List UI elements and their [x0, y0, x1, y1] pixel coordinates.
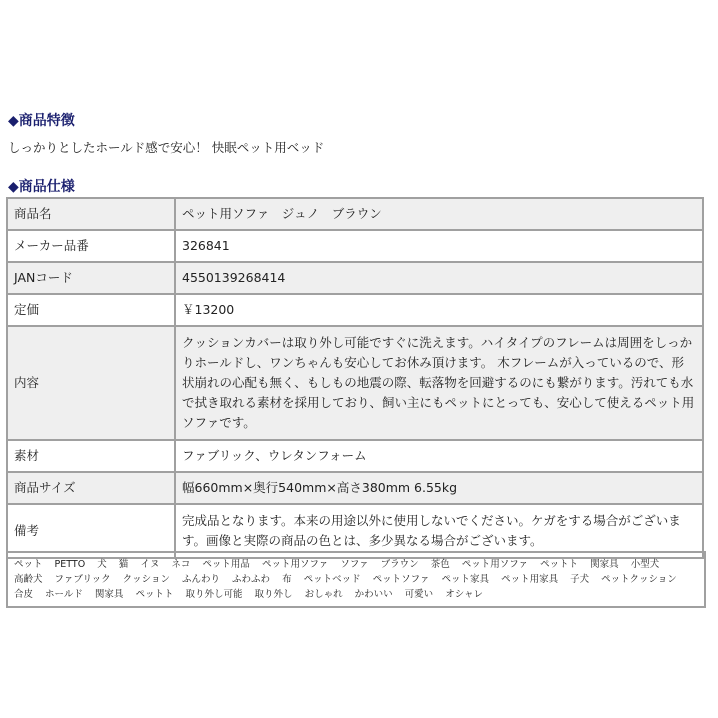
spec-value: ペット用ソファ ジュノ ブラウン	[175, 198, 703, 230]
keyword: イヌ	[140, 559, 160, 570]
keyword: ペットト	[540, 559, 579, 570]
spec-row	[7, 230, 703, 262]
spec-label: 商品サイズ	[7, 472, 175, 504]
keyword: おしゃれ	[304, 589, 343, 600]
spec-row	[7, 294, 703, 326]
spec-row	[7, 326, 703, 440]
spec-value: 完成品となります。本来の用途以外に使用しないでください。ケガをする場合がございます。画像と実際の商品の色とは、多少異なる場合がございます。	[175, 504, 703, 558]
spec-label: メーカー品番	[7, 230, 175, 262]
keyword: 関家具	[94, 589, 124, 600]
keyword: ペットト	[135, 589, 174, 600]
keyword: クッション	[122, 574, 170, 585]
features-text: しっかりとしたホールド感で安心！ 快眠ペット用ベッド	[8, 140, 325, 155]
keyword: ペットクッション	[601, 574, 677, 585]
keyword: ペット用家具	[501, 574, 559, 585]
spec-heading: ◆商品仕様	[8, 179, 75, 195]
keyword-list	[6, 551, 706, 608]
keyword: ふんわり	[181, 574, 220, 585]
spec-value: ファブリック、ウレタンフォーム	[175, 440, 703, 472]
keyword: ペットソファ	[372, 574, 430, 585]
keyword: ペット	[14, 559, 43, 570]
keyword: ブラウン	[380, 559, 419, 570]
keyword: ホールド	[45, 589, 83, 600]
features-heading: ◆商品特徴	[8, 113, 75, 129]
keyword: ソファ	[340, 559, 369, 570]
keyword: 合皮	[14, 589, 34, 600]
keyword: ふわふわ	[232, 574, 271, 585]
spec-value: 326841	[175, 230, 703, 262]
keyword: かわいい	[354, 589, 393, 600]
keyword: 小型犬	[630, 559, 660, 570]
spec-row	[7, 440, 703, 472]
keyword: ペットベッド	[303, 574, 361, 585]
keyword: 子犬	[570, 574, 590, 585]
spec-row	[7, 262, 703, 294]
spec-label: 定価	[7, 294, 175, 326]
keyword: 取り外し可能	[185, 589, 243, 600]
spec-value: クッションカバーは取り外し可能ですぐに洗えます。ハイタイプのフレームは周囲をしっかりホールドし、ワンちゃんも安心してお休み頂けます。 木フレームが入っているので、形状崩れの心配も無く、もしもの地震の際、転落物を回避するのにも繋がります。汚れても水で拭き取れる素材を採用しており、飼い主にもペットにとっても、安心して使えるペット用ソファです。	[175, 326, 703, 440]
keyword: オシャレ	[445, 589, 484, 600]
keyword: ペット用品	[202, 559, 250, 570]
spec-value: 幅660mm×奥行540mm×高さ380mm 6.55kg	[175, 472, 703, 504]
spec-row	[7, 472, 703, 504]
spec-label: 備考	[7, 504, 175, 558]
keyword: 取り外し	[254, 589, 293, 600]
keyword: 関家具	[590, 559, 619, 570]
keyword: 猫	[118, 559, 129, 570]
spec-label: 商品名	[7, 198, 175, 230]
keyword: ペット用ソファ	[461, 559, 529, 570]
spec-table	[6, 197, 704, 559]
keyword: 可愛い	[404, 589, 434, 600]
keyword: ネコ	[171, 559, 191, 570]
spec-value: 4550139268414	[175, 262, 703, 294]
spec-label: 内容	[7, 326, 175, 440]
keyword: 茶色	[430, 559, 450, 570]
spec-row	[7, 198, 703, 230]
spec-row	[7, 504, 703, 558]
keyword: ファブリック	[54, 574, 111, 585]
keyword: ペット用ソファ	[261, 559, 329, 570]
keyword: 布	[282, 574, 292, 585]
keyword: PETTO	[54, 559, 86, 570]
keyword: ペット家具	[441, 574, 490, 585]
spec-value: ￥13200	[175, 294, 703, 326]
keyword: 犬	[97, 559, 107, 570]
spec-label: 素材	[7, 440, 175, 472]
spec-label: JANコード	[7, 262, 175, 294]
keyword: 高齢犬	[14, 574, 43, 585]
